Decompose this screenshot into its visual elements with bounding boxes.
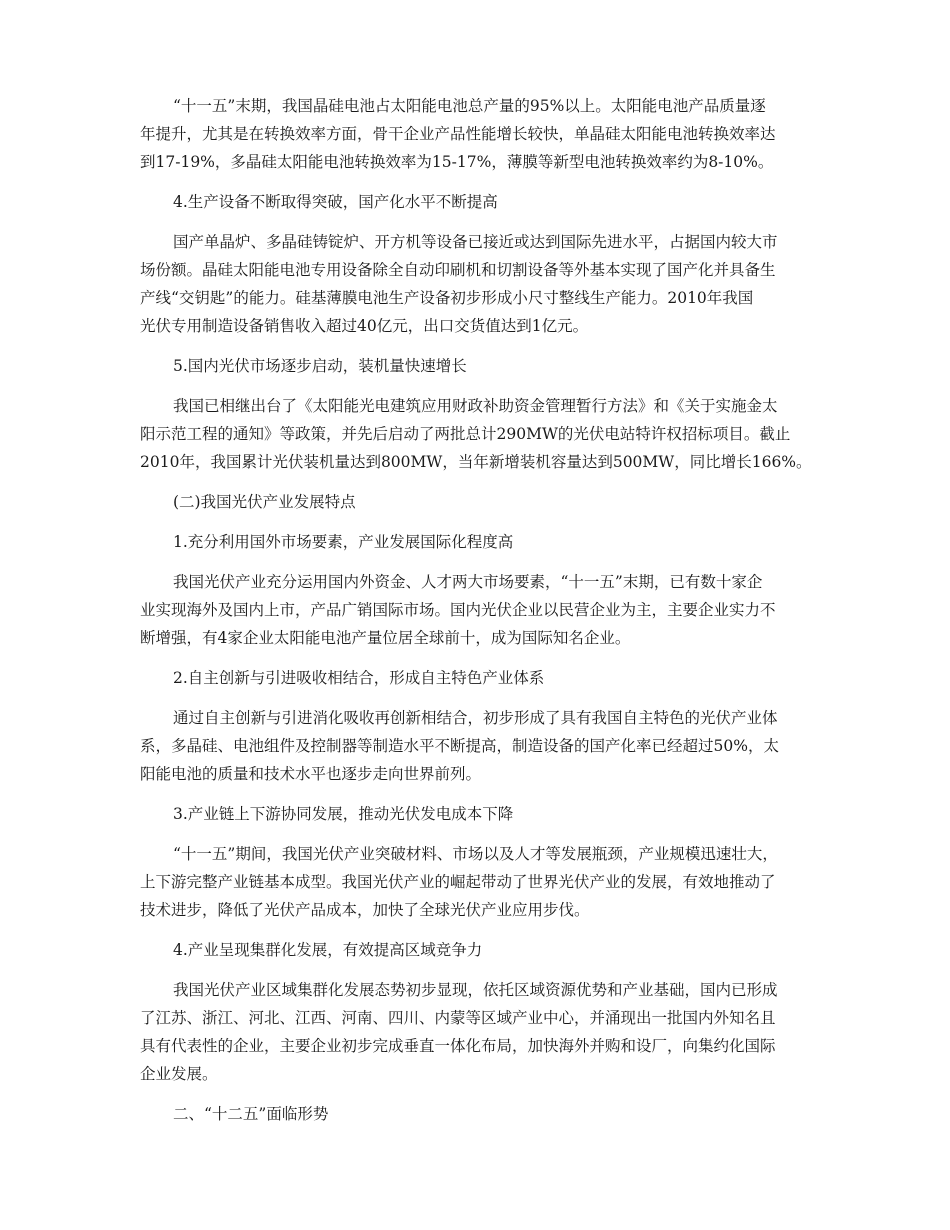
paragraph-line: 了江苏、浙江、河北、江西、河南、四川、内蒙等区域产业中心，并涌现出一批国内外知名且: [140, 1009, 776, 1027]
paragraph: [140, 392, 824, 476]
section-heading: 1.充分利用国外市场要素，产业发展国际化程度高: [173, 533, 514, 551]
paragraph-line: 场份额。晶硅太阳能电池专用设备除全自动印刷机和切割设备等外基本实现了国产化并具备生: [140, 261, 776, 279]
section-heading: (二)我国光伏产业发展特点: [173, 493, 356, 511]
paragraph-line: “十一五”期间，我国光伏产业突破材料、市场以及人才等发展瓶颈，产业规模迅速壮大，: [173, 845, 778, 863]
paragraph: [140, 228, 824, 340]
paragraph-line: 年提升，尤其是在转换效率方面，骨干企业产品性能增长较快，单晶硅太阳能电池转换效率达: [140, 125, 776, 143]
section-heading: 二、“十二五”面临形势: [173, 1105, 329, 1123]
paragraph-line: 断增强，有4家企业太阳能电池产量位居全球前十，成为国际知名企业。: [140, 629, 631, 647]
paragraph-line: 系，多晶硅、电池组件及控制器等制造水平不断提高，制造设备的国产化率已经超过50%，太: [140, 737, 779, 755]
paragraph-line: 技术进步，降低了光伏产品成本，加快了全球光伏产业应用步伐。: [140, 901, 590, 919]
paragraph: [140, 704, 824, 788]
paragraph-line: 阳示范工程的通知》等政策，并先后启动了两批总计290MW的光伏电站特许权招标项目。截止: [140, 425, 791, 443]
paragraph-line: 上下游完整产业链基本成型。我国光伏产业的崛起带动了世界光伏产业的发展，有效地推动了: [140, 873, 776, 891]
paragraph-line: 到17-19%，多晶硅太阳能电池转换效率为15-17%，薄膜等新型电池转换效率约为8-10%。: [140, 153, 774, 171]
paragraph-line: 通过自主创新与引进消化吸收再创新相结合，初步形成了具有我国自主特色的光伏产业体: [173, 709, 778, 727]
paragraph-line: 光伏专用制造设备销售收入超过40亿元，出口交货值达到1亿元。: [140, 317, 589, 335]
paragraph-line: 国产单晶炉、多晶硅铸锭炉、开方机等设备已接近或达到国际先进水平，占据国内较大市: [173, 233, 778, 251]
document-body: [140, 92, 824, 1128]
paragraph-line: 产线“交钥匙”的能力。硅基薄膜电池生产设备初步形成小尺寸整线生产能力。2010年我国: [140, 289, 754, 307]
paragraph: [140, 976, 824, 1088]
paragraph-line: 我国光伏产业充分运用国内外资金、人才两大市场要素，“十一五”末期，已有数十家企: [173, 573, 763, 591]
section-heading: 2.自主创新与引进吸收相结合，形成自主特色产业体系: [173, 669, 545, 687]
paragraph-line: 我国光伏产业区域集群化发展态势初步显现，依托区域资源优势和产业基础，国内已形成: [173, 981, 778, 999]
section-heading: 4.生产设备不断取得突破，国产化水平不断提高: [173, 193, 498, 211]
paragraph: [140, 840, 824, 924]
paragraph-line: 业实现海外及国内上市，产品广销国际市场。国内光伏企业以民营企业为主，主要企业实力不: [140, 601, 776, 619]
section-heading: 4.产业呈现集群化发展，有效提高区域竞争力: [173, 941, 483, 959]
paragraph-line: “十一五”末期，我国晶硅电池占太阳能电池总产量的95%以上。太阳能电池产品质量逐: [173, 97, 766, 115]
section-heading: 3.产业链上下游协同发展，推动光伏发电成本下降: [173, 805, 514, 823]
paragraph-line: 企业发展。: [140, 1065, 218, 1083]
paragraph-line: 2010年，我国累计光伏装机量达到800MW，当年新增装机容量达到500MW，同比增长166%。: [140, 453, 812, 471]
paragraph: [140, 568, 824, 652]
paragraph-line: 我国已相继出台了《太阳能光电建筑应用财政补助资金管理暂行方法》和《关于实施金太: [173, 397, 778, 415]
paragraph-line: 具有代表性的企业，主要企业初步完成垂直一体化布局，加快海外并购和设厂，向集约化国际: [140, 1037, 776, 1055]
paragraph-line: 阳能电池的质量和技术水平也逐步走向世界前列。: [140, 765, 482, 783]
section-heading: 5.国内光伏市场逐步启动，装机量快速增长: [173, 357, 467, 375]
paragraph: [140, 92, 824, 176]
